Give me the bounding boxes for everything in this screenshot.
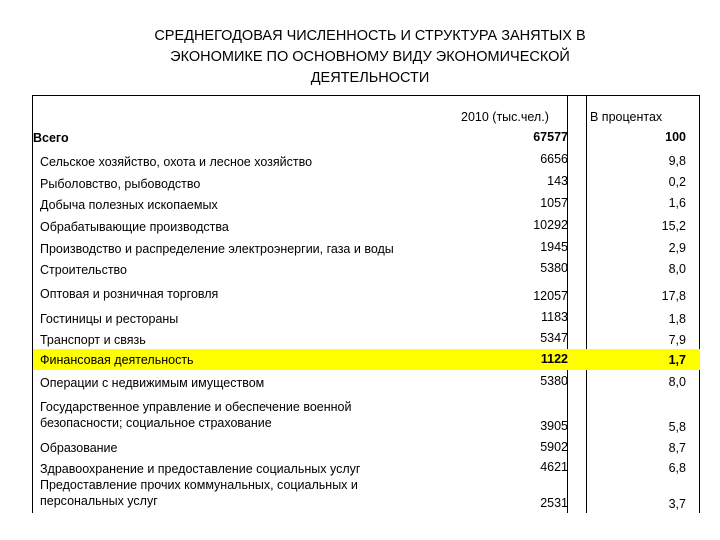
row-percent: 3,7 (668, 497, 686, 511)
row-thousands: 1122 (540, 352, 568, 366)
row-percent: 100 (665, 130, 686, 144)
table-row (33, 174, 700, 194)
row-percent: 1,6 (668, 196, 686, 210)
row-thousands: 5902 (540, 440, 568, 454)
row-label-line-2: безопасности; социальное страхование (40, 416, 272, 430)
row-label: Транспорт и связь (40, 333, 146, 347)
row-label: Добыча полезных ископаемых (40, 198, 218, 212)
title-line-2: ЭКОНОМИКЕ ПО ОСНОВНОМУ ВИДУ ЭКОНОМИЧЕСКОЙ (170, 49, 570, 65)
table-row (33, 261, 700, 281)
row-percent: 8,0 (668, 262, 686, 276)
row-percent: 8,7 (668, 441, 686, 455)
row-thousands: 143 (547, 174, 568, 188)
row-label: Образование (40, 441, 118, 455)
row-thousands: 3905 (540, 419, 568, 433)
row-thousands: 1945 (540, 240, 568, 254)
table-row (33, 239, 700, 259)
row-thousands: 12057 (533, 289, 568, 303)
row-label: Обрабатывающие производства (40, 220, 229, 234)
row-percent: 15,2 (661, 219, 686, 233)
table-row (33, 195, 700, 215)
table-row (33, 217, 700, 237)
row-thousands: 5380 (540, 374, 568, 388)
title-line-1: СРЕДНЕГОДОВАЯ ЧИСЛЕННОСТЬ И СТРУКТУРА ЗАНЯТЫХ В (154, 28, 586, 44)
row-label: Оптовая и розничная торговля (40, 287, 219, 301)
page-title (120, 26, 620, 89)
row-label-line-1: Предоставление прочих коммунальных, социальных и (40, 478, 358, 492)
row-label-line-1: Государственное управление и обеспечение военной (40, 400, 352, 414)
row-percent: 9,8 (668, 154, 686, 168)
table-row (33, 476, 700, 514)
row-label: Здравоохранение и предоставление социальных услуг (40, 462, 361, 476)
table-row (33, 152, 700, 172)
row-thousands: 5347 (540, 331, 568, 345)
row-percent: 1,7 (668, 353, 686, 367)
row-percent: 17,8 (661, 289, 686, 303)
row-thousands: 67577 (533, 130, 568, 144)
row-percent: 0,2 (668, 175, 686, 189)
row-percent: 8,0 (668, 375, 686, 389)
row-thousands: 5380 (540, 261, 568, 275)
row-percent: 2,9 (668, 241, 686, 255)
header-percent: В процентах (590, 110, 663, 124)
table-row (33, 397, 700, 437)
table-row (33, 372, 700, 396)
row-label: Гостиницы и рестораны (40, 312, 179, 326)
row-label: Производство и распределение электроэнергии, газа и воды (40, 242, 394, 256)
title-line-3: ДЕЯТЕЛЬНОСТИ (310, 70, 430, 86)
row-thousands: 1057 (540, 196, 568, 210)
row-label: Строительство (40, 263, 127, 277)
row-percent: 7,9 (668, 333, 686, 347)
row-thousands: 6656 (540, 152, 568, 166)
row-label: Финансовая деятельность (40, 353, 194, 367)
row-thousands: 2531 (540, 496, 568, 510)
row-thousands: 10292 (533, 218, 568, 232)
table-row-highlighted (33, 349, 700, 370)
row-label: Операции с недвижимым имуществом (40, 376, 265, 390)
table-row (33, 128, 700, 148)
row-label: Сельское хозяйство, охота и лесное хозяйство (40, 155, 313, 169)
row-label: Рыболовство, рыбоводство (40, 177, 201, 191)
row-thousands: 1183 (541, 310, 568, 324)
row-thousands: 4621 (540, 460, 568, 474)
row-percent: 6,8 (668, 461, 686, 475)
row-percent: 5,8 (668, 420, 686, 434)
row-label: Всего (33, 131, 69, 145)
row-label-line-2: персональных услуг (40, 494, 158, 508)
table-row (33, 310, 700, 330)
header-thousands: 2010 (тыс.чел.) (461, 110, 549, 124)
table-row (33, 331, 700, 351)
table-row (33, 438, 700, 458)
table-row (33, 284, 700, 310)
row-percent: 1,8 (668, 312, 686, 326)
